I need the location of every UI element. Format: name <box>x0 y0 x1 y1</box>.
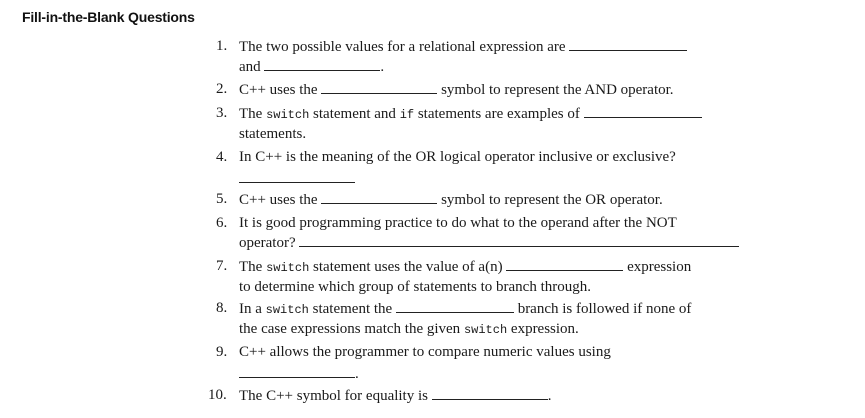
answer-blank[interactable] <box>396 299 514 313</box>
question-10 <box>208 386 756 406</box>
question-number: 8. <box>216 300 228 316</box>
question-number: 2. <box>216 81 228 97</box>
code-keyword: switch <box>463 323 508 337</box>
question-6 <box>216 214 756 253</box>
question-number: 6. <box>216 215 228 231</box>
punctuation: . <box>380 59 385 75</box>
question-number: 7. <box>216 258 228 274</box>
code-keyword: switch <box>265 303 309 317</box>
question-number: 10. <box>208 387 227 403</box>
question-2 <box>216 80 756 100</box>
question-text: statement and <box>313 106 396 122</box>
question-text: The <box>239 259 263 275</box>
question-text: branch is followed if none of <box>517 301 692 317</box>
question-text: C++ allows the programmer to compare numeric values using <box>239 344 611 360</box>
question-text: operator? <box>239 235 296 251</box>
question-text: C++ uses the <box>239 192 318 208</box>
question-text: symbol to represent the AND operator. <box>441 82 674 98</box>
question-number: 5. <box>216 191 228 207</box>
code-keyword: switch <box>266 261 310 275</box>
answer-blank[interactable] <box>299 233 739 247</box>
question-text: symbol to represent the OR operator. <box>441 192 663 208</box>
answer-blank[interactable] <box>264 57 380 71</box>
question-text: statements. <box>239 126 307 142</box>
question-1 <box>216 37 756 77</box>
question-text: and <box>239 59 261 75</box>
question-3 <box>216 104 756 144</box>
question-number: 3. <box>216 105 228 121</box>
question-4 <box>216 148 756 183</box>
question-number: 4. <box>216 149 228 165</box>
answer-blank[interactable] <box>239 364 355 378</box>
punctuation: . <box>355 366 359 382</box>
question-text: to determine which group of statements to branch through. <box>239 279 591 295</box>
question-text: The two possible values for a relational expression are <box>239 39 566 55</box>
answer-blank[interactable] <box>321 190 437 204</box>
question-text: statement the <box>312 301 393 317</box>
question-text: expression <box>627 259 692 275</box>
question-text: expression. <box>510 321 579 337</box>
question-text: The <box>239 106 263 122</box>
question-text: statements are examples of <box>417 106 580 122</box>
code-keyword: if <box>399 108 415 122</box>
question-number: 9. <box>216 344 228 360</box>
answer-blank[interactable] <box>584 104 702 118</box>
question-text: C++ uses the <box>239 82 318 98</box>
question-text: the case expressions match the given <box>239 321 461 337</box>
code-keyword: switch <box>266 108 310 122</box>
answer-blank[interactable] <box>239 170 355 183</box>
answer-blank[interactable] <box>321 80 437 94</box>
question-5 <box>216 190 756 210</box>
answer-blank[interactable] <box>569 37 687 51</box>
question-8 <box>216 299 756 340</box>
question-number: 1. <box>216 38 228 54</box>
question-text: In C++ is the meaning of the OR logical operator inclusive or exclusive? <box>239 149 676 165</box>
punctuation: . <box>547 388 552 404</box>
question-text: In a <box>239 301 262 317</box>
answer-blank[interactable] <box>506 257 623 271</box>
answer-blank[interactable] <box>432 386 548 400</box>
question-text: It is good programming practice to do what to the operand after the NOT <box>239 215 677 231</box>
question-7 <box>216 257 756 297</box>
question-9 <box>216 343 756 384</box>
question-text: The C++ symbol for equality is <box>239 388 428 404</box>
question-text: statement uses the value of a(n) <box>313 259 503 275</box>
section-heading: Fill-in-the-Blank Questions <box>22 9 195 25</box>
